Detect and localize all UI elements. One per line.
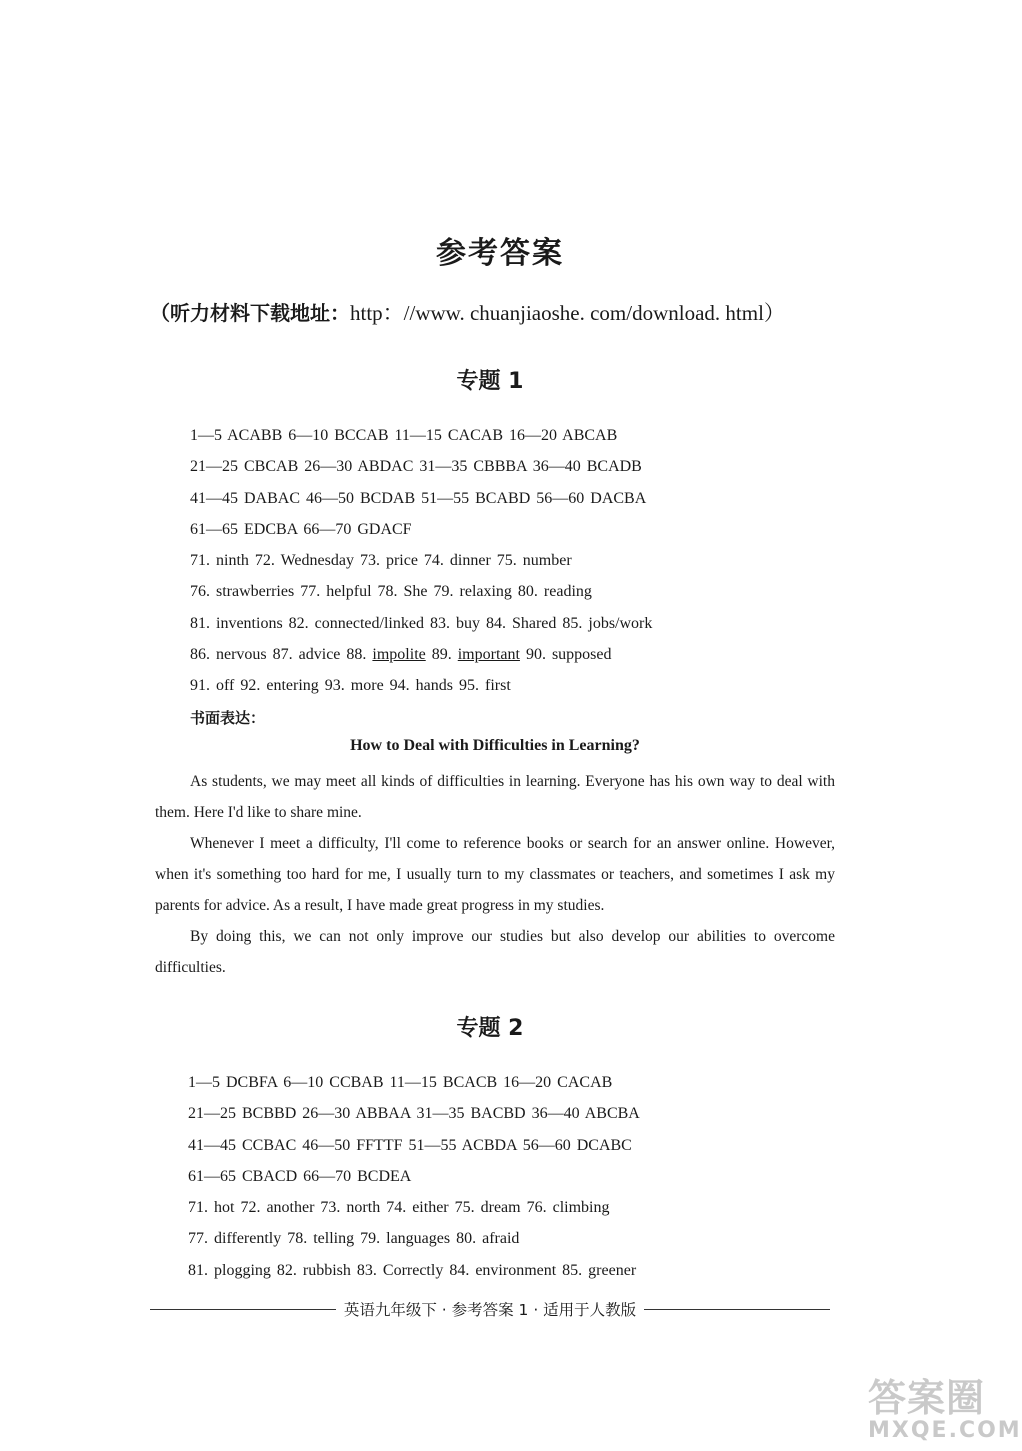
answer-line: 71. hot 72. another 73. north 74. either 75. dream 76. climbing — [188, 1199, 610, 1217]
underlined-answer: impolite — [372, 646, 426, 664]
answer-line: 91. off 92. entering 93. more 94. hands 95. first — [190, 677, 511, 695]
answer-text: 86. nervous 87. advice 88. — [190, 646, 373, 664]
answer-line-86 — [190, 639, 652, 670]
answer-text: 90. supposed — [519, 646, 612, 664]
answer-line: 71. ninth 72. Wednesday 73. price 74. dinner 75. number — [190, 552, 572, 570]
essay-body — [155, 766, 835, 983]
page-title: 参考答案 — [436, 236, 564, 271]
answer-line: 1—5 ACABB 6—10 BCCAB 11—15 CACAB 16—20 ABCAB — [190, 427, 618, 444]
download-url: http：//www. chuanjiaoshe. com/download. html） — [350, 301, 785, 325]
writing-label: 书面表达： — [190, 709, 266, 727]
essay-title: How to Deal with Difficulties in Learning? — [350, 737, 640, 754]
answer-line: 41—45 CCBAC 46—50 FFTTF 51—55 ACBDA 56—60 DCABC — [188, 1136, 632, 1154]
answer-line: 21—25 CBCAB 26—30 ABDAC 31—35 CBBBA 36—40 BCADB — [190, 458, 642, 476]
section-2-answers — [188, 1067, 640, 1286]
answer-line: 61—65 CBACD 66—70 BCDEA — [188, 1167, 412, 1185]
footer-rule-right — [644, 1309, 830, 1310]
answer-line: 21—25 BCBBD 26—30 ABBAA 31—35 BACBD 36—40 ABCBA — [188, 1105, 640, 1123]
answer-line: 77. differently 78. telling 79. languages 80. afraid — [188, 1230, 520, 1248]
watermark-text: 答案圈 — [868, 1376, 986, 1420]
footer-rule-left — [150, 1309, 336, 1310]
download-prefix: （听力材料下载地址： — [150, 301, 350, 325]
essay-paragraph: As students, we may meet all kinds of difficulties in learning. Everyone has his own way to deal with them. Here I'd like to share mine. — [155, 773, 835, 821]
watermark-domain: MXQE.COM — [868, 1418, 1022, 1443]
essay-paragraph: Whenever I meet a difficulty, I'll come to reference books or search for an answer online. However, when it's something too hard for me, I usually turn to my classmates or teachers, and sometimes I ask my parents for advice. As a result, I have made great progress in my studies. — [155, 835, 835, 914]
page-footer — [150, 1296, 830, 1322]
download-address — [150, 297, 785, 327]
underlined-answer: important — [457, 646, 520, 664]
essay-paragraph: By doing this, we can not only improve our studies but also develop our abilities to overcome difficulties. — [155, 928, 835, 976]
answer-line: 61—65 EDCBA 66—70 GDACF — [190, 520, 412, 538]
answer-text: 89. — [425, 646, 458, 664]
section-2-title: 专题 2 — [456, 1016, 524, 1041]
watermark-logo — [868, 1376, 1022, 1448]
answer-line: 1—5 DCBFA 6—10 CCBAB 11—15 BCACB 16—20 CACAB — [188, 1074, 613, 1091]
answer-line: 76. strawberries 77. helpful 78. She 79. relaxing 80. reading — [190, 583, 592, 601]
section-1-answers — [190, 420, 652, 702]
answer-line: 41—45 DABAC 46—50 BCDAB 51—55 BCABD 56—60 DACBA — [190, 489, 647, 507]
answer-line: 81. plogging 82. rubbish 83. Correctly 84. environment 85. greener — [188, 1261, 637, 1279]
section-1-title: 专题 1 — [456, 369, 524, 394]
answer-line: 81. inventions 82. connected/linked 83. buy 84. Shared 85. jobs/work — [190, 614, 653, 632]
footer-text: 英语九年级下 · 参考答案 1 · 适用于人教版 — [343, 1301, 637, 1319]
